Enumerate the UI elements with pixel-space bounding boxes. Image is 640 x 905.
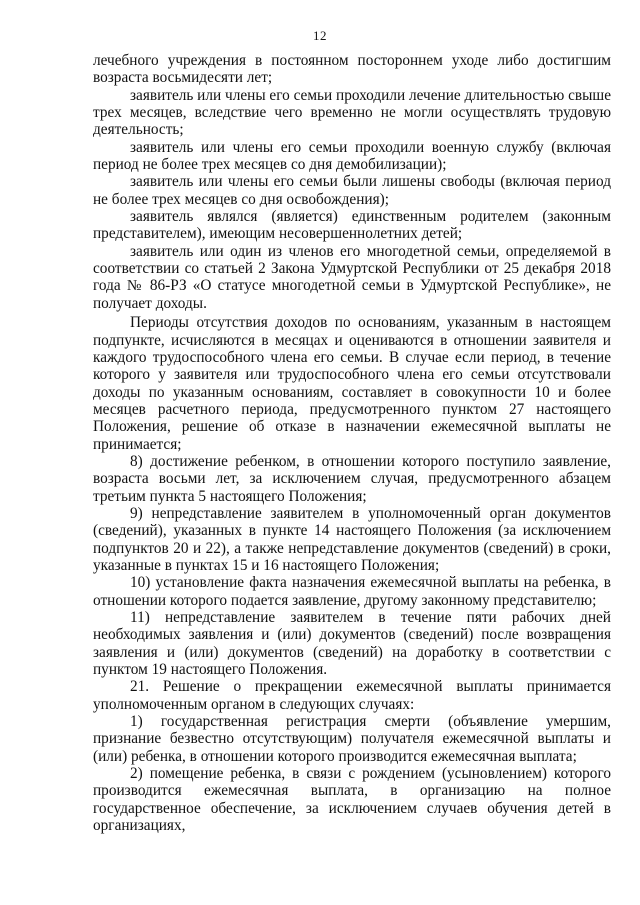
- paragraph: заявитель или члены его семьи проходили лечение длительностью свыше трех месяцев, вследствие чего временно не могли осуществлять трудовую деятельность;: [93, 86, 611, 139]
- paragraph: 21. Решение о прекращении ежемесячной выплаты принимается уполномоченным органом в следующих случаях:: [93, 678, 611, 713]
- paragraph: 8) достижение ребенком, в отношении которого поступило заявление, возраста восьми лет, за исключением случая, предусмотренного абзацем третьим пункта 5 настоящего Положения;: [93, 452, 611, 505]
- paragraph: заявитель или члены его семьи проходили военную службу (включая период не более трех месяцев со дня демобилизации);: [93, 138, 611, 174]
- document-body: [93, 52, 611, 834]
- paragraph: 1) государственная регистрация смерти (объявление умершим, признание безвестно отсутствующим) получателя ежемесячной выплаты и (или) ребенка, в отношении которого производится ежемесячная выплата;: [93, 713, 611, 765]
- paragraph: заявитель или члены его семьи были лишены свободы (включая период не более трех месяцев со дня освобождения);: [93, 173, 611, 208]
- paragraph: 10) установление факта назначения ежемесячной выплаты на ребенка, в отношении которого подается заявление, другому законному представителю;: [93, 574, 611, 609]
- paragraph: заявитель или один из членов его многодетной семьи, определяемой в соответствии со статьей 2 Закона Удмуртской Республики от 25 декабря 2018 года № 86-РЗ «О статусе многодетной семьи в Удмуртской Республике», не получает доходы.: [93, 242, 611, 312]
- page-number: 12: [313, 28, 327, 43]
- paragraph: 9) непредставление заявителем в уполномоченный орган документов (сведений), указанных в пункте 14 настоящего Положения (за исключением подпунктов 20 и 22), а также непредставление документов (сведений) в сроки, указанные в пунктах 15 и 16 настоящего Положения;: [93, 504, 611, 574]
- paragraph: лечебного учреждения в постоянном постороннем уходе либо достигшим возраста восьмидесяти лет;: [93, 52, 611, 87]
- paragraph: 11) непредставление заявителем в течение пяти рабочих дней необходимых заявления и (или) документов (сведений) после возвращения заявления и (или) документов (сведений) на доработку в соответствии с пунктом 19 настоящего Положения.: [93, 609, 611, 679]
- paragraph: 2) помещение ребенка, в связи с рождением (усыновлением) которого производится ежемесячная выплата, в организацию на полное государственное обеспечение, за исключением случаев обучения детей в организациях,: [93, 765, 611, 835]
- paragraph: Периоды отсутствия доходов по основаниям, указанным в настоящем подпункте, исчисляются в месяцах и оцениваются в отношении заявителя и каждого трудоспособного члена его семьи. В случае если период, в течение которого у заявителя или трудоспособного члена его семьи отсутствовали доходы по указанным основаниям, составляет в совокупности 10 и более месяцев расчетного периода, предусмотренного пунктом 27 настоящего Положения, решение об отказе в назначении ежемесячной выплаты не принимается;: [93, 314, 611, 453]
- paragraph: заявитель являлся (является) единственным родителем (законным представителем), имеющим несовершеннолетних детей;: [93, 208, 611, 243]
